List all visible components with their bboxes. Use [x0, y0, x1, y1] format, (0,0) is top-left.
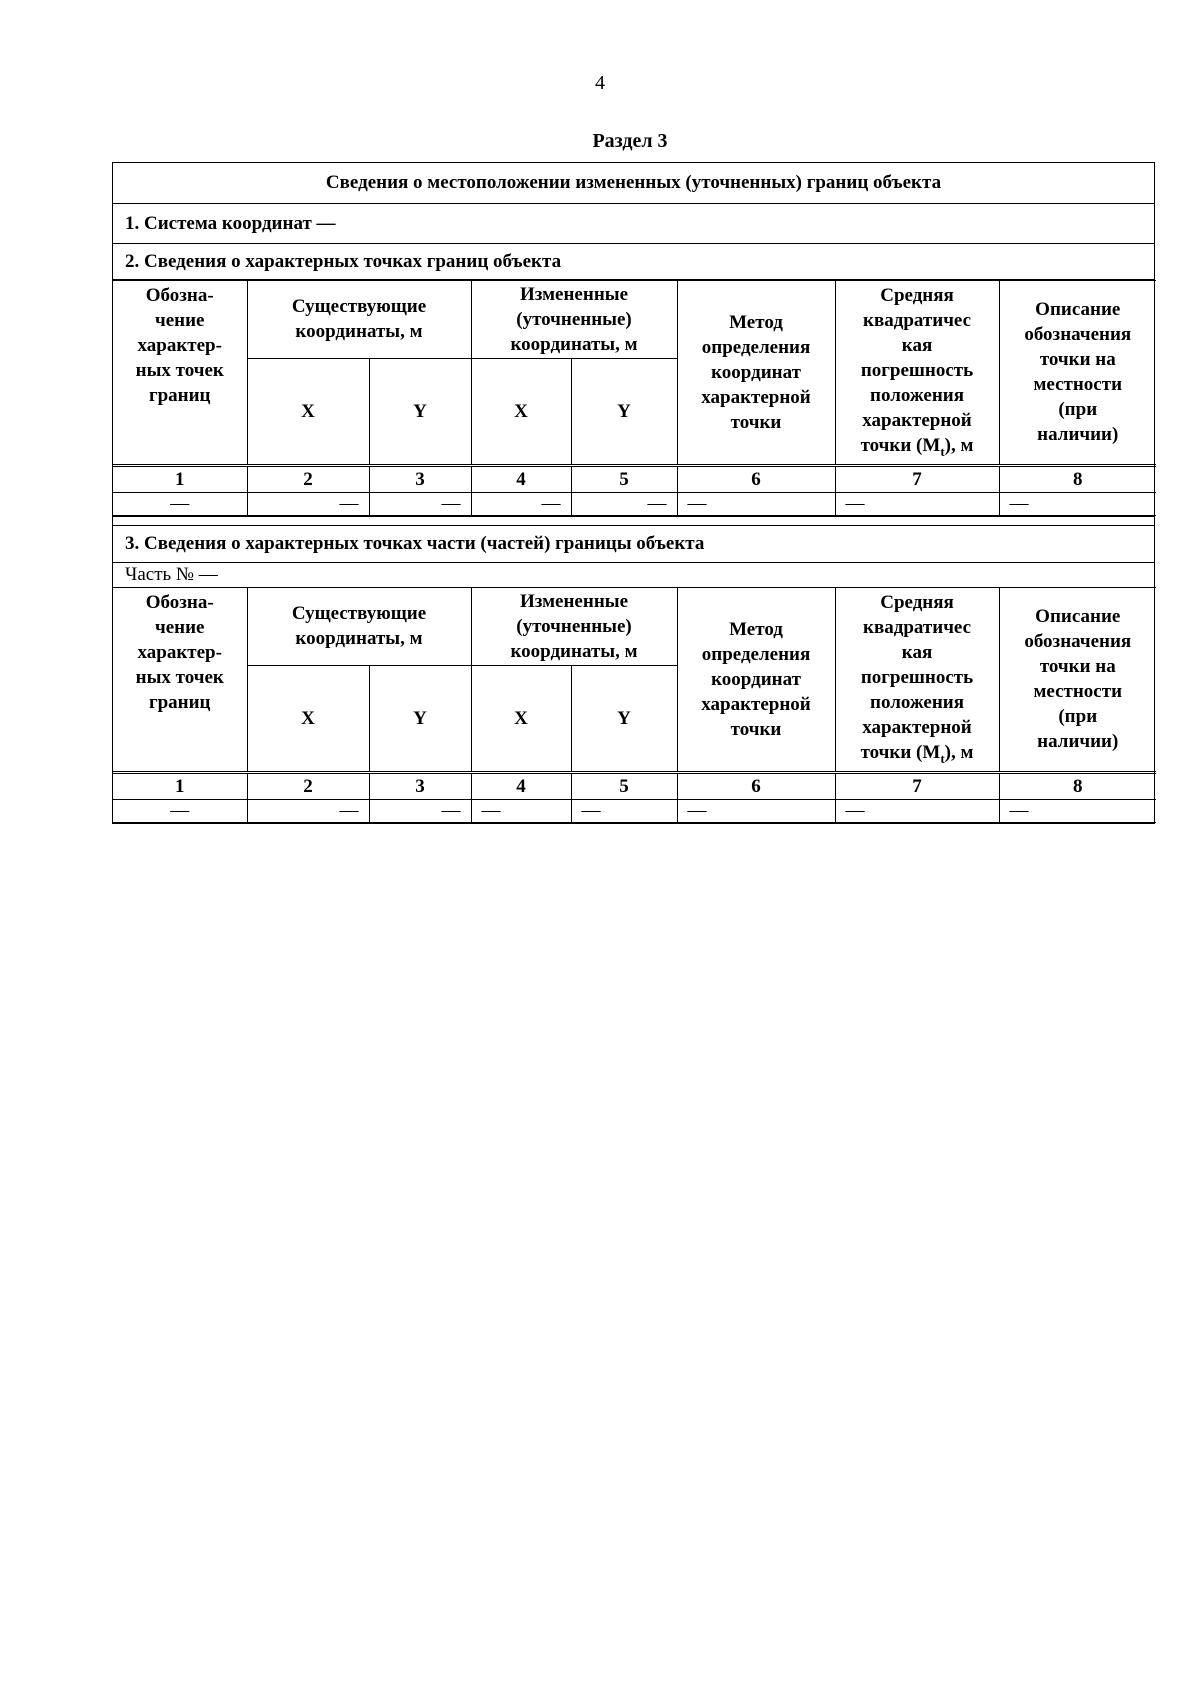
column-number: 8 — [999, 465, 1156, 492]
column-number-row — [113, 772, 1156, 799]
header-changed-x: X — [471, 665, 571, 772]
dash-cell: — — [471, 799, 571, 822]
block3-table — [113, 587, 1156, 823]
header-existing-x: X — [247, 358, 369, 465]
dash-cell: — — [571, 492, 677, 515]
header-existing-y: Y — [369, 358, 471, 465]
header-changed-coords: Измененные (уточненные) координаты, м — [471, 281, 677, 359]
header-error: Средняя квадратичес кая погрешность положения характерной точки $(M_t)$, м — [835, 281, 999, 466]
column-number: 8 — [999, 772, 1156, 799]
header-description: Описание обозначения точки на местности (при наличии) — [999, 587, 1156, 772]
column-number: 3 — [369, 465, 471, 492]
column-number: 7 — [835, 772, 999, 799]
column-number: 4 — [471, 772, 571, 799]
table-row — [113, 492, 1156, 515]
boundary-sheet — [112, 162, 1155, 824]
header-existing-y: Y — [369, 665, 471, 772]
column-number: 5 — [571, 772, 677, 799]
header-changed-y: Y — [571, 358, 677, 465]
header-existing-coords: Существующие координаты, м — [247, 281, 471, 359]
column-number: 3 — [369, 772, 471, 799]
column-number: 2 — [247, 772, 369, 799]
dash-cell: — — [835, 799, 999, 822]
column-number-row — [113, 465, 1156, 492]
dash-cell: — — [677, 492, 835, 515]
header-existing-x: X — [247, 665, 369, 772]
dash-cell: — — [999, 799, 1156, 822]
dash-cell: — — [369, 799, 471, 822]
column-number: 5 — [571, 465, 677, 492]
table-row — [113, 799, 1156, 822]
header-changed-x: X — [471, 358, 571, 465]
column-number: 6 — [677, 772, 835, 799]
dash-cell: — — [677, 799, 835, 822]
column-number: 7 — [835, 465, 999, 492]
header-point-label: Обозна- чение характер- ных точек границ — [113, 587, 247, 772]
section-title: Раздел 3 — [592, 130, 668, 152]
dash-cell: — — [247, 492, 369, 515]
page-number: 4 — [595, 72, 605, 94]
dash-cell: — — [571, 799, 677, 822]
block2-title: 2. Сведения о характерных точках границ объекта — [113, 244, 1154, 280]
dash-cell: — — [835, 492, 999, 515]
header-changed-coords: Измененные (уточненные) координаты, м — [471, 587, 677, 665]
header-method: Метод определения координат характерной точки — [677, 587, 835, 772]
column-number: 4 — [471, 465, 571, 492]
block3-title: 3. Сведения о характерных точках части (частей) границы объекта — [125, 532, 705, 554]
coord-system-row: 1. Система координат — — [113, 204, 1154, 244]
header-point-label: Обозна- чение характер- ных точек границ — [113, 281, 247, 466]
dash-cell: — — [247, 799, 369, 822]
column-number: 2 — [247, 465, 369, 492]
dash-cell: — — [113, 799, 247, 822]
part-label: Часть № — — [113, 562, 1154, 587]
header-existing-coords: Существующие координаты, м — [247, 587, 471, 665]
column-number: 1 — [113, 772, 247, 799]
dash-cell: — — [369, 492, 471, 515]
dash-cell: — — [999, 492, 1156, 515]
dash-cell: — — [471, 492, 571, 515]
column-number: 1 — [113, 465, 247, 492]
dash-cell: — — [113, 492, 247, 515]
header-changed-y: Y — [571, 665, 677, 772]
block-separator — [113, 516, 1154, 526]
header-description: Описание обозначения точки на местности (при наличии) — [999, 281, 1156, 466]
column-number: 6 — [677, 465, 835, 492]
main-title: Сведения о местоположении измененных (уточненных) границ объекта — [113, 163, 1154, 204]
block2-table — [113, 280, 1156, 516]
header-method: Метод определения координат характерной точки — [677, 281, 835, 466]
header-error: Средняя квадратичес кая погрешность положения характерной точки $(M_t)$, м — [835, 587, 999, 772]
